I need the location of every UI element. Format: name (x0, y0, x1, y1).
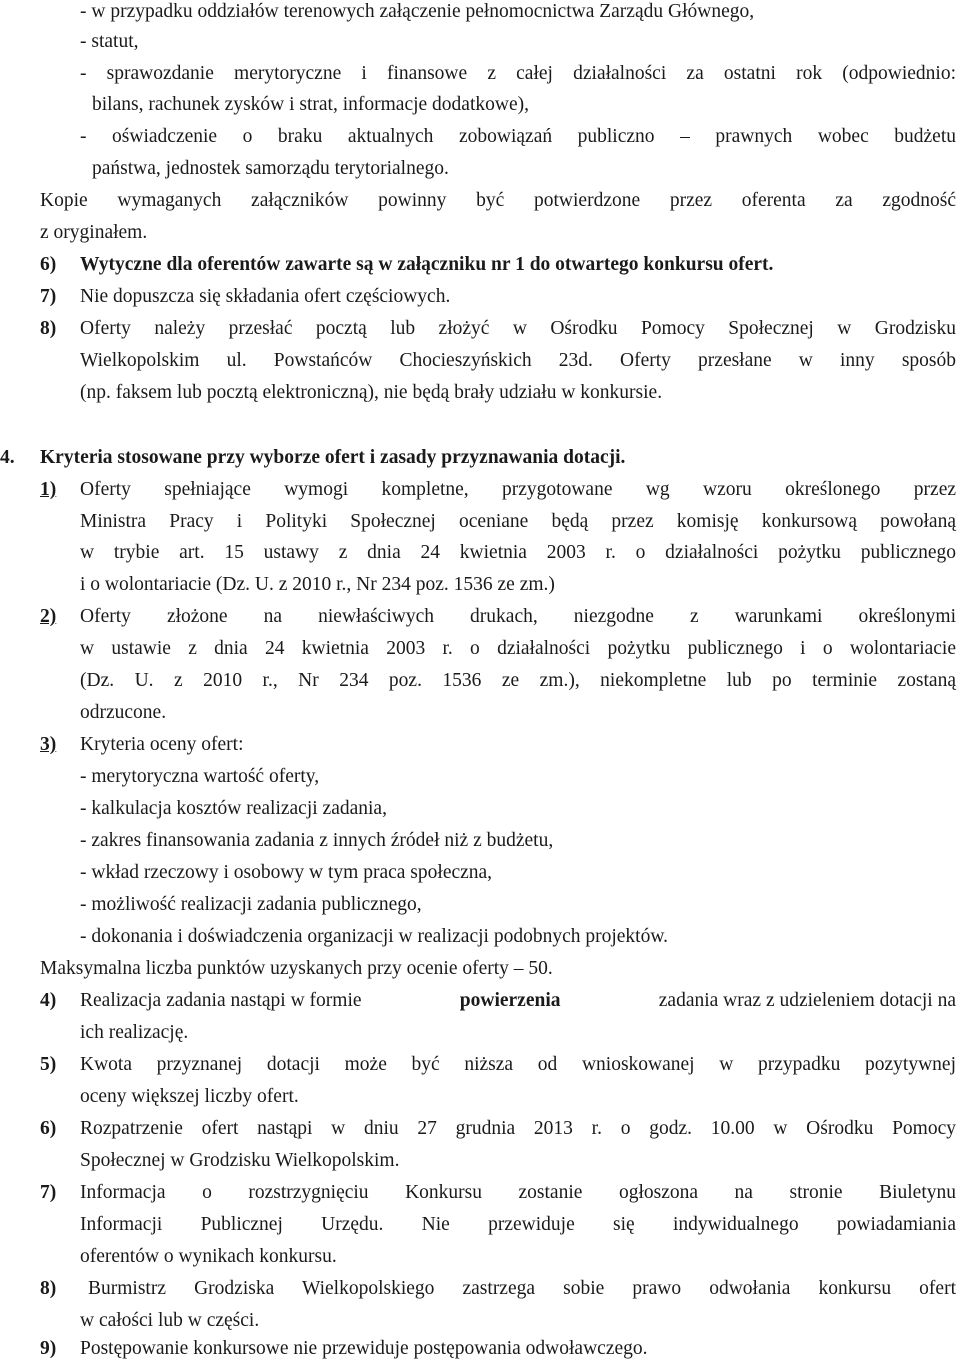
criterion-3-number: 3) (40, 734, 57, 755)
attachment-item-statute: - statut, (80, 31, 139, 52)
criterion-4-line-2: ich realizację. (80, 1022, 189, 1043)
criterion-9-number: 9) (40, 1338, 57, 1359)
criterion-2-line-2: w ustawie z dnia 24 kwietnia 2003 r. o działalności pożytku publicznego i o wolontariacie (80, 638, 956, 659)
item-7-number: 7) (40, 286, 57, 307)
criterion-6-line-2: Społecznej w Grodzisku Wielkopolskim. (80, 1150, 400, 1171)
item-8-line-3: (np. faksem lub pocztą elektroniczną), nie będą brały udziału w konkursie. (80, 382, 663, 403)
criterion-4-post: zadania wraz z udzieleniem dotacji na (658, 990, 956, 1011)
item-8-line-1: Oferty należy przesłać pocztą lub złożyć w Ośrodku Pomocy Społecznej w Grodzisku (80, 318, 956, 339)
criterion-2-line-4: odrzucone. (80, 702, 167, 723)
attachment-item-report-cont: bilans, rachunek zysków i strat, informacje dodatkowe), (92, 94, 529, 115)
copies-note: Kopie wymaganych załączników powinny być potwierdzone przez oferenta za zgodność (40, 190, 956, 211)
criterion-8-line-1: Burmistrz Grodziska Wielkopolskiego zastrzega sobie prawo odwołania konkursu ofert (88, 1278, 956, 1299)
criterion-2-line-1: Oferty złożone na niewłaściwych drukach, niezgodne z warunkami określonymi (80, 606, 956, 627)
criterion-4-bold: powierzenia (459, 990, 561, 1011)
criterion-7-line-3: oferentów o wynikach konkursu. (80, 1246, 337, 1267)
criterion-4-pre: Realizacja zadania nastąpi w formie (80, 990, 362, 1011)
criterion-9-no-appeal: Postępowanie konkursowe nie przewiduje postępowania odwoławczego. (80, 1338, 648, 1359)
attachment-item-declaration: - oświadczenie o braku aktualnych zobowiązań publiczno – prawnych wobec budżetu (80, 126, 956, 147)
item-6-guidelines: Wytyczne dla oferentów zawarte są w załączniku nr 1 do otwartego konkursu ofert. (80, 254, 774, 275)
criterion-3-item: - możliwość realizacji zadania publicznego, (80, 894, 422, 915)
item-8-number: 8) (40, 318, 57, 339)
copies-note-cont: z oryginałem. (40, 222, 148, 243)
criterion-1-number: 1) (40, 479, 57, 500)
criterion-8-line-2: w całości lub w części. (80, 1310, 260, 1331)
criterion-4-line-1 (80, 989, 956, 1013)
attachment-item-declaration-cont: państwa, jednostek samorządu terytorialnego. (92, 158, 449, 179)
criterion-2-line-3: (Dz. U. z 2010 r., Nr 234 poz. 1536 ze zm.), niekompletne lub po terminie zostaną (80, 670, 956, 691)
attachment-item-branch-power-of-attorney: - w przypadku oddziałów terenowych załączenie pełnomocnictwa Zarządu Głównego, (80, 1, 755, 22)
max-points: Maksymalna liczba punktów uzyskanych przy ocenie oferty – 50. (40, 958, 553, 979)
criterion-1-line-3: w trybie art. 15 ustawy z dnia 24 kwietnia 2003 r. o działalności pożytku publicznego (80, 542, 956, 563)
criterion-3-item: - kalkulacja kosztów realizacji zadania, (80, 798, 387, 819)
item-8-line-2: Wielkopolskim ul. Powstańców Chocieszyńskich 23d. Oferty przesłane w inny sposób (80, 350, 956, 371)
attachment-item-report: - sprawozdanie merytoryczne i finansowe z całej działalności za ostatni rok (odpowiednio: (80, 63, 956, 84)
criterion-1-line-4: i o wolontariacie (Dz. U. z 2010 r., Nr 234 poz. 1536 ze zm.) (80, 574, 555, 595)
criterion-3-item: - dokonania i doświadczenia organizacji w realizacji podobnych projektów. (80, 926, 669, 947)
criterion-3-item: - wkład rzeczowy i osobowy w tym praca społeczna, (80, 862, 493, 883)
criterion-3-item: - zakres finansowania zadania z innych źródeł niż z budżetu, (80, 830, 554, 851)
criterion-5-line-2: oceny większej liczby ofert. (80, 1086, 299, 1107)
section-4-number: 4. (0, 447, 15, 468)
criterion-5-number: 5) (40, 1054, 57, 1075)
criterion-1-line-1: Oferty spełniające wymogi kompletne, przygotowane wg wzoru określonego przez (80, 479, 956, 500)
criterion-5-line-1: Kwota przyznanej dotacji może być niższa od wnioskowanej w przypadku pozytywnej (80, 1054, 956, 1075)
item-6-number: 6) (40, 254, 57, 275)
criterion-2-number: 2) (40, 606, 57, 627)
criterion-7-line-1: Informacja o rozstrzygnięciu Konkursu zostanie ogłoszona na stronie Biuletynu (80, 1182, 956, 1203)
section-4-title: Kryteria stosowane przy wyborze ofert i zasady przyznawania dotacji. (40, 447, 626, 468)
criterion-6-number: 6) (40, 1118, 57, 1139)
criterion-6-line-1: Rozpatrzenie ofert nastąpi w dniu 27 grudnia 2013 r. o godz. 10.00 w Ośrodku Pomocy (80, 1118, 956, 1139)
criterion-7-line-2: Informacji Publicznej Urzędu. Nie przewiduje się indywidualnego powiadamiania (80, 1214, 956, 1235)
criterion-7-number: 7) (40, 1182, 57, 1203)
item-7-partial-offers: Nie dopuszcza się składania ofert częściowych. (80, 286, 451, 307)
criterion-3-item: - merytoryczna wartość oferty, (80, 766, 320, 787)
criterion-3-title: Kryteria oceny ofert: (80, 734, 244, 755)
criterion-8-number: 8) (40, 1278, 57, 1299)
criterion-4-number: 4) (40, 990, 57, 1011)
criterion-1-line-2: Ministra Pracy i Polityki Społecznej oceniane będą przez komisję konkursową powołaną (80, 511, 956, 532)
